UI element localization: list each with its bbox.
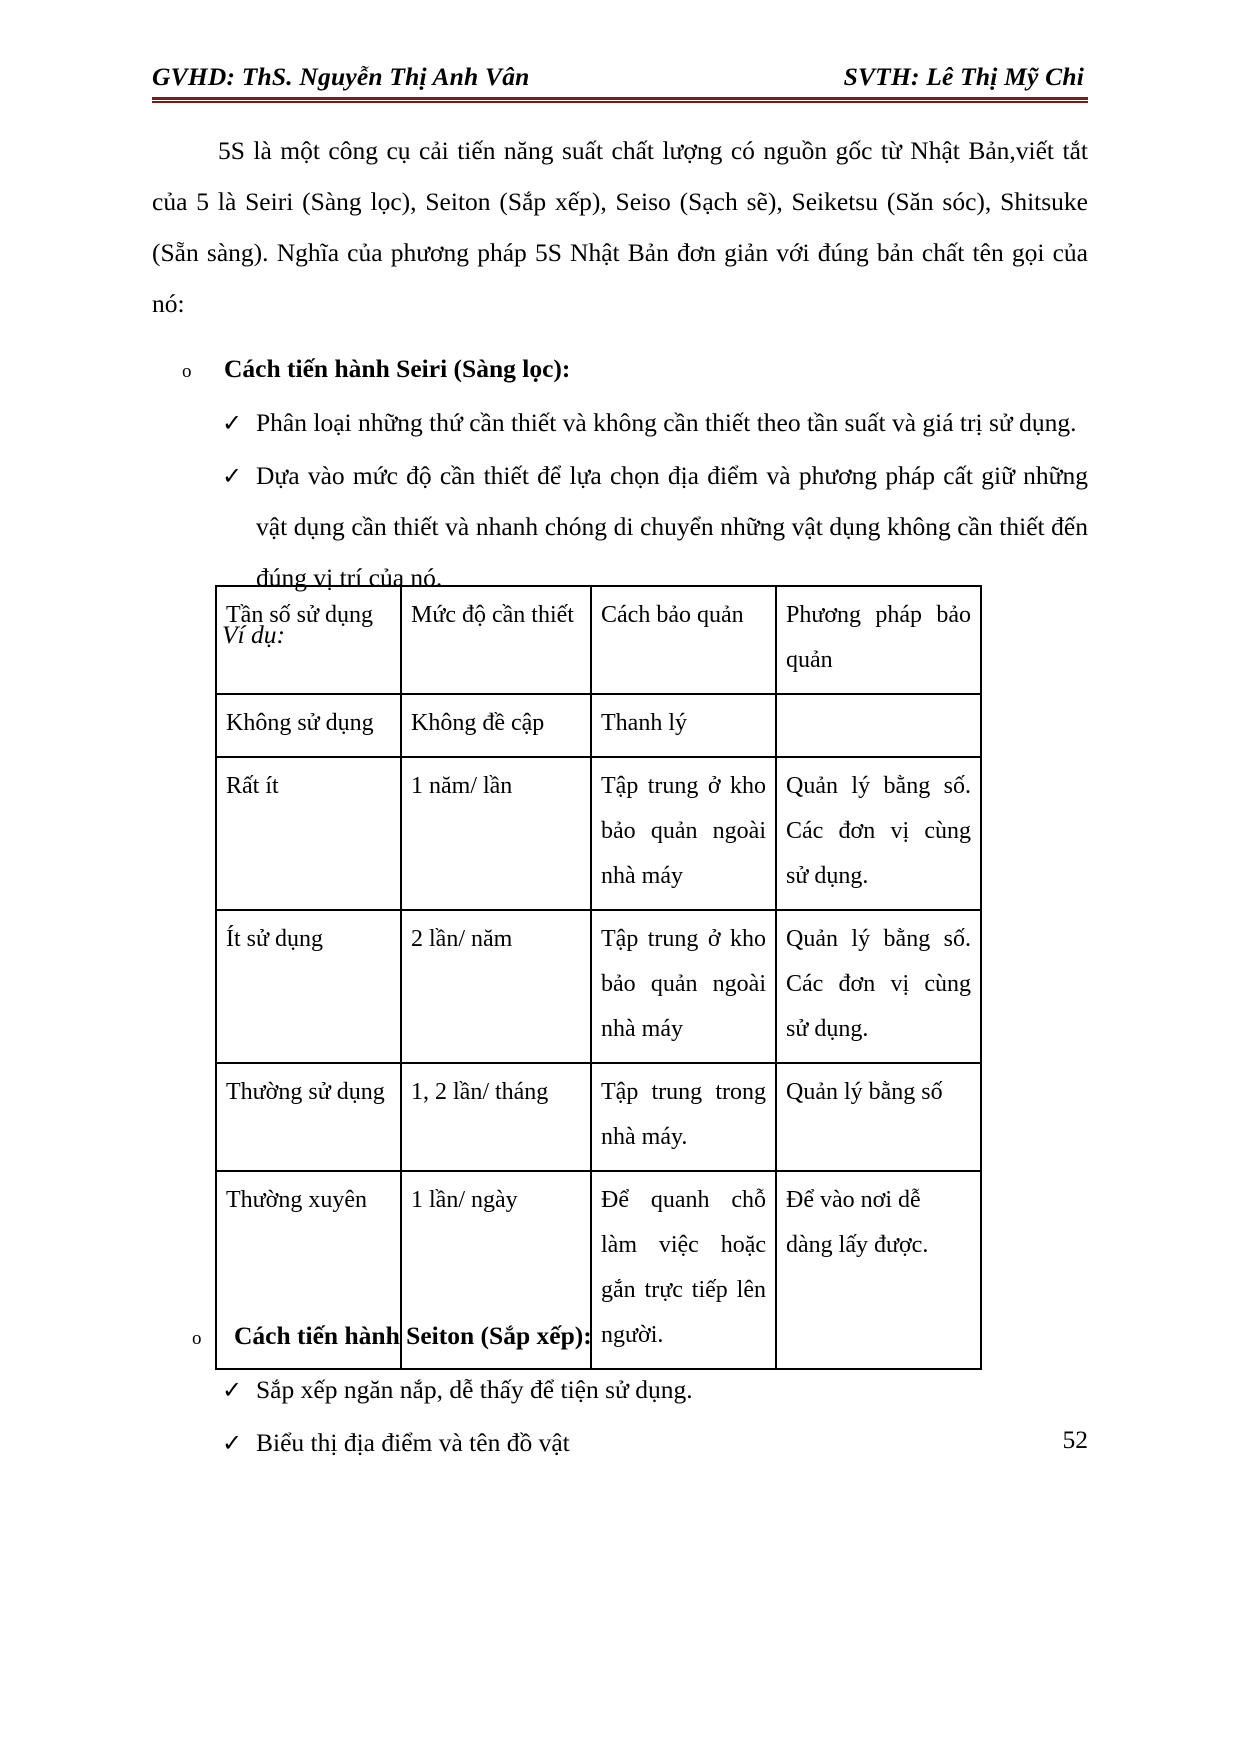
table-header-cell: Tần số sử dụng (216, 586, 401, 694)
checkmark-icon: ✓ (222, 1431, 243, 1457)
table-cell: Để quanh chỗ làm việc hoặc gắn trực tiếp lên người. (591, 1171, 776, 1369)
table-cell: Quản lý bằng số (776, 1063, 981, 1171)
example-table (215, 585, 982, 1370)
intro-paragraph: 5S là một công cụ cải tiến năng suất chất lượng có nguồn gốc từ Nhật Bản,viết tắt của 5 là Seiri (Sàng lọc), Seiton (Sắp xếp), Seiso (Sạch sẽ), Seiketsu (Săn sóc), Shitsuke (Sẵn sàng). Nghĩa của phương pháp 5S Nhật Bản đơn giản với đúng bản chất tên gọi của nó: (152, 136, 1088, 318)
table-cell: 2 lần/ năm (401, 910, 591, 1063)
header-student: SVTH: Lê Thị Mỹ Chi (843, 62, 1084, 91)
list-item (152, 1364, 1088, 1417)
table-row (216, 694, 981, 757)
table-cell: Không sử dụng (216, 694, 401, 757)
table-header-row (216, 586, 981, 694)
table-cell: 1 năm/ lần (401, 757, 591, 910)
table-header-cell: Mức độ cần thiết (401, 586, 591, 694)
section-heading-seiri-label: Cách tiến hành Seiri (Sàng lọc): (224, 354, 571, 383)
table-row (216, 1063, 981, 1171)
list-item-label: Phân loại những thứ cần thiết và không cần thiết theo tần suất và giá trị sử dụng. (256, 408, 1077, 437)
table-cell: Để vào nơi dễ dàng lấy được. (776, 1171, 981, 1369)
table-cell: Quản lý bằng số. Các đơn vị cùng sử dụng. (776, 910, 981, 1063)
list-item-label: Biểu thị địa điểm và tên đồ vật (256, 1428, 570, 1457)
list-item (152, 1417, 1088, 1470)
section-heading-seiton-label: Cách tiến hành Seiton (Sắp xếp): (234, 1321, 592, 1350)
table-row (216, 757, 981, 910)
table-cell: Rất ít (216, 757, 401, 910)
section-heading-seiton (152, 1310, 1088, 1364)
table-row (216, 910, 981, 1063)
checkmark-icon: ✓ (222, 411, 243, 437)
table-cell (776, 694, 981, 757)
table-cell: 1, 2 lần/ tháng (401, 1063, 591, 1171)
table-cell: Không đề cập (401, 694, 591, 757)
table-header-cell: Cách bảo quản (591, 586, 776, 694)
section-heading-seiri (152, 343, 1088, 397)
checkmark-icon: ✓ (222, 464, 243, 490)
table-header-cell: Phương pháp bảo quản (776, 586, 981, 694)
list-item (152, 450, 1088, 603)
table-cell: Tập trung ở kho bảo quản ngoài nhà máy (591, 910, 776, 1063)
list-item (152, 397, 1088, 450)
table-cell: Thanh lý (591, 694, 776, 757)
table-cell: 1 lần/ ngày (401, 1171, 591, 1369)
table-cell: Tập trung trong nhà máy. (591, 1063, 776, 1171)
table-cell: Ít sử dụng (216, 910, 401, 1063)
circle-bullet-icon: o (182, 361, 192, 382)
example-table-wrapper (215, 585, 980, 1370)
circle-bullet-icon: o (192, 1328, 202, 1349)
list-item-label: Dựa vào mức độ cần thiết để lựa chọn địa điểm và phương pháp cất giữ những vật dụng cần thiết và nhanh chóng di chuyển những vật dụng không cần thiết đến đúng vị trí của nó. (256, 461, 1088, 592)
table-cell: Thường sử dụng (216, 1063, 401, 1171)
body-content-bottom (152, 1310, 1088, 1470)
table-cell: Tập trung ở kho bảo quản ngoài nhà máy (591, 757, 776, 910)
header-divider-thin (152, 101, 1088, 103)
example-label: Ví dụ: (222, 620, 286, 649)
checkmark-icon: ✓ (222, 1378, 243, 1404)
table-cell: Quản lý bằng số. Các đơn vị cùng sử dụng. (776, 757, 981, 910)
page-number: 52 (1062, 1425, 1088, 1454)
header-divider (152, 97, 1088, 103)
list-item-label: Sắp xếp ngăn nắp, dễ thấy để tiện sử dụng. (256, 1375, 693, 1404)
body-content (152, 125, 1088, 660)
page-header (152, 62, 1088, 92)
table-cell: Thường xuyên (216, 1171, 401, 1369)
header-supervisor: GVHD: ThS. Nguyễn Thị Anh Vân (152, 62, 530, 91)
